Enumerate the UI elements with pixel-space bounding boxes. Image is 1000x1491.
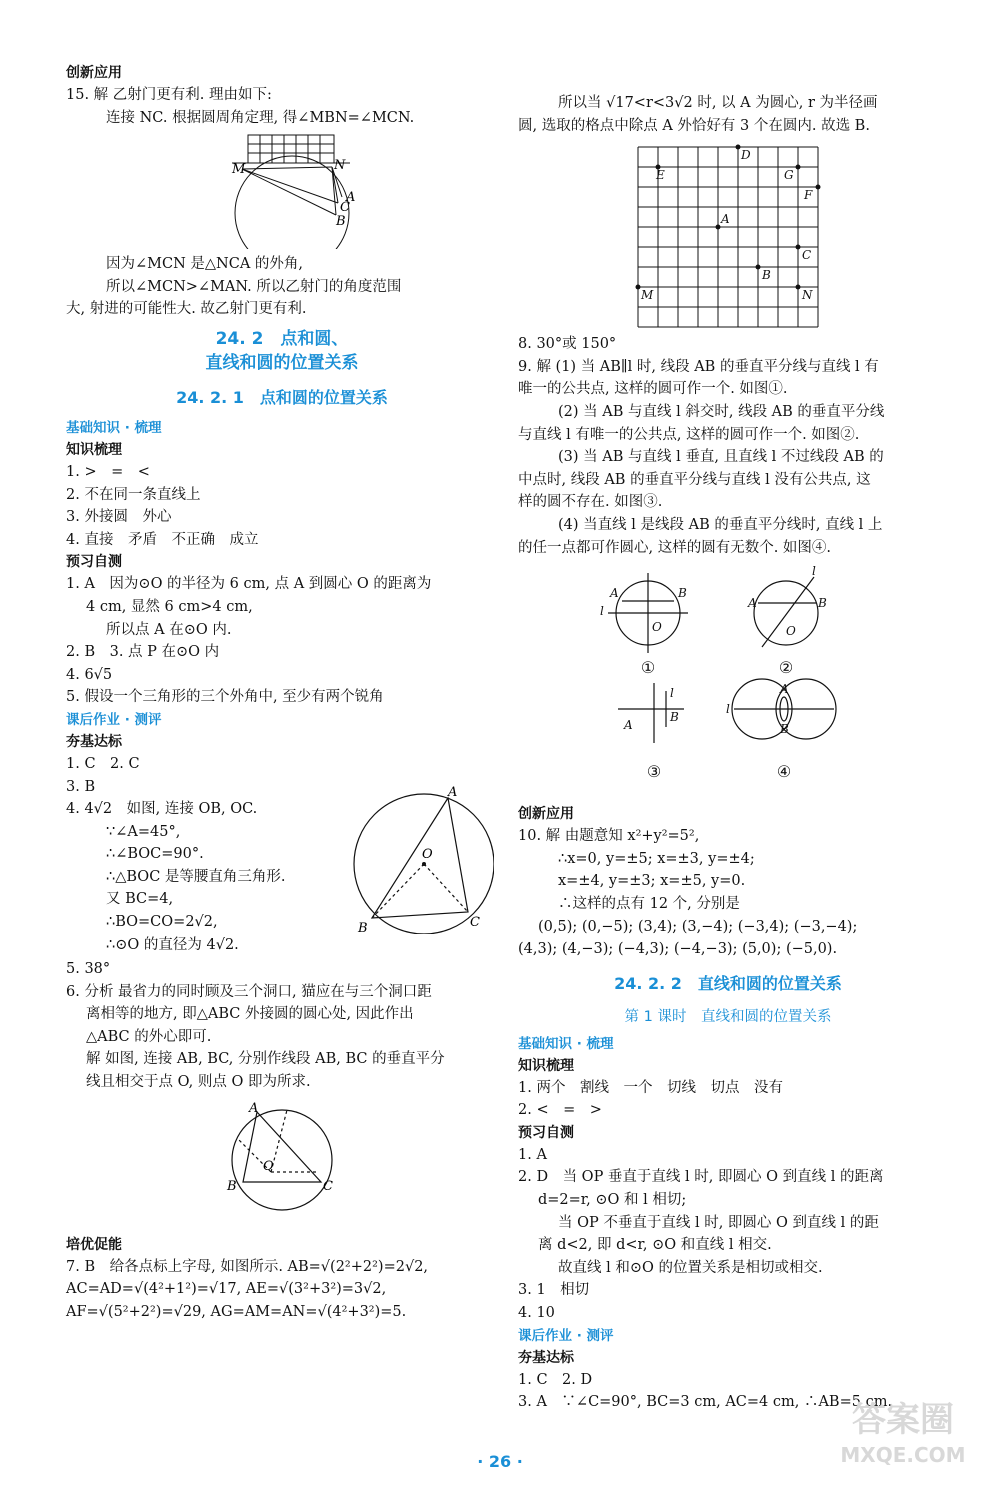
text-line: 连接 NC. 根据圆周角定理, 得∠MBN=∠MCN.: [106, 109, 415, 126]
watermark-logo: [818, 1398, 988, 1483]
text-line: 9. 解 (1) 当 AB∥l 时, 线段 AB 的垂直平分线与直线 l 有: [518, 358, 879, 375]
grid-label: B: [762, 268, 771, 283]
figure-label: l: [812, 564, 816, 579]
text-line: 3. 外接圆 外心: [66, 509, 172, 526]
grid-label: C: [802, 248, 812, 263]
figure-label: C: [340, 200, 350, 216]
block-heading: 夯基达标: [66, 733, 122, 750]
text-line: (4) 当直线 l 是线段 AB 的垂直平分线时, 直线 l 上: [558, 516, 883, 533]
grid-label: M: [641, 288, 654, 303]
figure-label: A: [249, 1100, 259, 1116]
text-line: △ABC 的外心即可.: [86, 1028, 212, 1045]
grid-label: F: [804, 188, 813, 203]
text-line: 大, 射进的可能性大. 故乙射门更有利.: [66, 301, 307, 318]
figure-label: A: [780, 682, 789, 697]
figure-label: B: [670, 710, 679, 725]
text-line: 唯一的公共点, 这样的圆可作一个. 如图①.: [518, 381, 788, 398]
grid-label: D: [741, 148, 751, 163]
section-title: 直线和圆的位置关系: [205, 352, 359, 373]
text-line: 3. 1 相切: [518, 1282, 590, 1299]
text-line: 1. C 2. C: [66, 755, 140, 772]
text-line: 1. A 因为⊙O 的半径为 6 cm, 点 A 到圆心 O 的距离为: [66, 576, 432, 593]
text-line: 7. B 给各点标上字母, 如图所示. AB=√(2²+2²)=2√2,: [66, 1258, 429, 1275]
text-line: 4. 4√2 如图, 连接 OB, OC.: [66, 801, 258, 818]
figure-label: M: [232, 162, 246, 178]
right-column: [518, 92, 938, 1414]
text-line: 5. 38°: [66, 961, 111, 978]
text-line: 1. 两个 割线 一个 切线 切点 没有: [518, 1079, 783, 1096]
subsection-title: 24. 2. 1 点和圆的位置关系: [176, 387, 388, 407]
section-heading: 创新应用: [66, 65, 122, 81]
text-line: AC=AD=√(4²+1²)=√17, AE=√(3²+3²)=3√2,: [66, 1281, 387, 1298]
text-line: 1. A: [518, 1146, 547, 1163]
watermark-url: MXQE.COM: [840, 1443, 966, 1467]
figure-goal-circle: [132, 133, 432, 249]
grid-label: G: [784, 168, 794, 183]
text-line: 离 d<2, 即 d<r, ⊙O 和直线 l 相交.: [538, 1237, 772, 1254]
section-title: 24. 2 点和圆、: [215, 328, 349, 349]
figure-label: A: [448, 785, 458, 801]
text-line: ∴△BOC 是等腰直角三角形.: [106, 868, 286, 885]
subsection-title: 24. 2. 2 直线和圆的位置关系: [614, 973, 842, 993]
block-heading: 知识梳理: [518, 1057, 574, 1074]
text-line: 所以当 √17<r<3√2 时, 以 A 为圆心, r 为半径画: [558, 95, 878, 111]
grid-label: E: [656, 168, 665, 183]
figure-caption: ②: [778, 658, 794, 678]
text-line: (2) 当 AB 与直线 l 斜交时, 线段 AB 的垂直平分线: [558, 403, 885, 420]
figure-label: C: [323, 1178, 333, 1194]
text-line: 中点时, 线段 AB 的垂直平分线与直线 l 没有公共点, 这: [518, 471, 871, 488]
lesson-title: 第 1 课时 直线和圆的位置关系: [624, 1008, 832, 1025]
text-line: (0,5); (0,−5); (3,4); (3,−4); (−3,4); (−3,−4);: [538, 918, 858, 935]
text-line: ∴∠BOC=90°.: [106, 846, 204, 863]
left-column: [66, 62, 498, 1323]
figure-caption: ③: [646, 762, 662, 782]
text-line: (3) 当 AB 与直线 l 垂直, 且直线 l 不过线段 AB 的: [558, 449, 884, 466]
text-line: x=±4, y=±3; x=±5, y=0.: [558, 873, 746, 890]
figure-circumcenter: [217, 1098, 347, 1228]
text-line: d=2=r, ⊙O 和 l 相切;: [538, 1192, 687, 1209]
text-line: 样的圆不存在. 如图③.: [518, 494, 663, 511]
text-line: (4,3); (4,−3); (−4,3); (−4,−3); (5,0); (−5,0).: [518, 941, 838, 958]
figure-label: B: [358, 921, 368, 935]
figure-label: l: [600, 604, 604, 619]
figure-label: B: [227, 1178, 237, 1194]
block-heading: 创新应用: [518, 806, 574, 823]
block-heading: 基础知识 · 梳理: [66, 419, 162, 436]
watermark-text: 答案圈: [852, 1400, 954, 1440]
text-line: 5. 假设一个三角形的三个外角中, 至少有两个锐角: [66, 689, 384, 706]
text-line: 解 如图, 连接 AB, BC, 分别作线段 AB, BC 的垂直平分: [86, 1051, 445, 1068]
figure-label: O: [263, 1158, 274, 1174]
text-line: ∴⊙O 的直径为 4√2.: [106, 936, 239, 953]
text-line: 2. D 当 OP 垂直于直线 l 时, 即圆心 O 到直线 l 的距离: [518, 1169, 884, 1186]
figure-label: A: [748, 596, 757, 611]
block-heading: 课后作业 · 测评: [66, 711, 162, 728]
text-line: 离相等的地方, 即△ABC 外接圆的圆心处, 因此作出: [86, 1006, 414, 1023]
text-line: 1. C 2. D: [518, 1371, 593, 1388]
figure-label: B: [818, 596, 827, 611]
text-line: 2. 不在同一条直线上: [66, 486, 201, 503]
figure-label: O: [786, 624, 796, 639]
text-line: 4. 直接 矛盾 不正确 成立: [66, 531, 259, 548]
figure-label: N: [334, 158, 346, 174]
figure-circumcircle: [344, 784, 494, 934]
text-line: 线且相交于点 O, 则点 O 即为所求.: [86, 1074, 311, 1091]
text-line: 3. B: [66, 778, 96, 795]
figure-label: B: [678, 586, 687, 601]
block-heading: 夯基达标: [518, 1349, 574, 1366]
text-line: 1. > = <: [66, 463, 150, 480]
block-heading: 课后作业 · 测评: [518, 1327, 614, 1344]
text-line: ∴x=0, y=±5; x=±3, y=±4;: [558, 850, 755, 867]
figure-label: A: [624, 718, 633, 733]
text-line: 所以∠MCN>∠MAN. 所以乙射门的角度范围: [106, 278, 402, 295]
figure-label: O: [422, 847, 433, 863]
grid-label: A: [721, 212, 730, 227]
text-line: AF=√(5²+2²)=√29, AG=AM=AN=√(4²+3²)=5.: [66, 1303, 407, 1320]
figure-caption: ①: [640, 658, 656, 678]
text-line: ∴这样的点有 12 个, 分别是: [558, 895, 740, 912]
figure-four-cases: [598, 563, 858, 799]
block-heading: 预习自测: [518, 1124, 574, 1141]
figure-label: B: [780, 722, 789, 737]
text-line: 2. B 3. 点 P 在⊙O 内: [66, 644, 220, 661]
figure-label: l: [670, 686, 674, 701]
figure-label: A: [346, 190, 356, 206]
grid-label: N: [802, 288, 813, 303]
text-line: 4. 6√5: [66, 666, 113, 683]
text-line: 15. 解 乙射门更有利. 理由如下:: [66, 87, 272, 103]
block-heading: 知识梳理: [66, 441, 122, 458]
figure-label: C: [470, 915, 480, 931]
text-line: 故直线 l 和⊙O 的位置关系是相切或相交.: [558, 1259, 823, 1276]
text-line: 当 OP 不垂直于直线 l 时, 即圆心 O 到直线 l 的距: [558, 1214, 879, 1231]
text-line: 8. 30°或 150°: [518, 336, 617, 353]
block-heading: 基础知识 · 梳理: [518, 1035, 614, 1052]
text-line: 4 cm, 显然 6 cm>4 cm,: [86, 598, 253, 615]
text-line: 又 BC=4,: [106, 891, 174, 908]
text-line: 因为∠MCN 是△NCA 的外角,: [106, 256, 304, 273]
block-heading: 预习自测: [66, 554, 122, 571]
block-heading: 培优促能: [66, 1236, 122, 1253]
text-line: 的任一点都可作圆心, 这样的圆有无数个. 如图④.: [518, 539, 832, 556]
page-number: · 26 ·: [477, 1452, 523, 1471]
text-line: 与直线 l 有唯一的公共点, 这样的圆可作一个. 如图②.: [518, 426, 860, 443]
text-line: 圆, 选取的格点中除点 A 外恰好有 3 个在圆内. 故选 B.: [518, 117, 870, 134]
figure-label: B: [336, 214, 346, 230]
text-line: ∴BO=CO=2√2,: [106, 914, 218, 931]
text-line: ∵∠A=45°,: [106, 823, 181, 840]
text-line: 2. < = >: [518, 1102, 602, 1119]
figure-grid: [628, 141, 828, 329]
figure-caption: ④: [776, 762, 792, 782]
figure-label: l: [726, 702, 730, 717]
figure-label: A: [610, 586, 619, 601]
text-line: 6. 分析 最省力的同时顾及三个洞口, 猫应在与三个洞口距: [66, 983, 432, 1000]
text-line: 4. 10: [518, 1305, 555, 1322]
text-line: 3. A ∵∠C=90°, BC=3 cm, AC=4 cm, ∴AB=5 cm.: [518, 1394, 893, 1411]
figure-label: O: [652, 620, 662, 635]
text-line: 所以点 A 在⊙O 内.: [106, 621, 232, 638]
text-line: 10. 解 由题意知 x²+y²=5²,: [518, 828, 700, 845]
